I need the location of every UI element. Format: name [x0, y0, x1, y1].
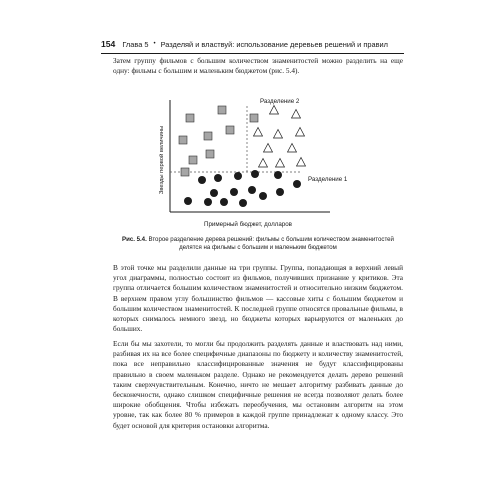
caption-label: Рис. 5.4.: [122, 236, 147, 243]
data-markers: [179, 106, 306, 208]
y-axis-label: Звезды первой величины: [159, 125, 165, 195]
chapter-title: Разделяй и властвуй: использование деревьев решений и правил: [160, 39, 388, 49]
page-number: 154: [101, 39, 116, 49]
header-rule: [101, 53, 404, 54]
circle-marker: [248, 186, 256, 194]
circle-marker: [251, 170, 259, 178]
body-paragraph-1: В этой точке мы разделили данные на три группы. Группа, попадающая в верхний левый угол диаграммы, полностью состоит из фильмов, получивших признание у критиков. Эта группа отличается большим количеством знаменитостей и относительно низким бюджетом. В верхнем правом углу большинство фильмов — кассовые хиты с большим бюджетом и большим количеством знаменитостей. К последней группе относятся провальные фильмы, в которых снималось немного звезд, но бюджеты которых варьируются от маленьких до больших.: [113, 263, 403, 334]
header-separator: •: [153, 41, 156, 47]
circle-marker: [184, 197, 192, 205]
square-marker: [206, 150, 214, 158]
circle-marker: [239, 199, 247, 207]
square-marker: [189, 156, 197, 164]
circle-marker: [198, 176, 206, 184]
circle-marker: [234, 172, 242, 180]
triangle-marker: [297, 158, 306, 167]
intro-paragraph: Затем группу фильмов с большим количеством знаменитостей можно разделить на еще одну: фильмы с большим и маленьким бюджетом (рис. 5.4).: [113, 56, 403, 76]
circle-marker: [230, 188, 238, 196]
circle-marker: [259, 192, 267, 200]
circle-marker: [276, 188, 284, 196]
circle-marker: [214, 174, 222, 182]
triangle-marker: [288, 144, 297, 153]
triangle-marker: [292, 110, 301, 119]
circle-marker: [293, 180, 301, 188]
square-marker: [204, 132, 212, 140]
circle-marker: [210, 189, 218, 197]
circle-marker: [274, 171, 282, 179]
caption-text: Второе разделение дерева решений: фильмы с большим количеством знаменитостей делятся на фильмы с большим и маленьким бюджетом: [148, 236, 394, 251]
circle-marker: [204, 198, 212, 206]
body-paragraph-2: Если бы мы захотели, то могли бы продолжить разделять данные и властвовать над ними, разбивая их на все более специфичные диапазоны по бюджету и количеству знаменитостей, пока все неправильно классифицированные значения не будут классифицированы правильно в своем маленьком разделе. Однако не рекомендуется делать дерево решений таким сверхчувствительным. Конечно, ничто не мешает алгоритму разбивать данные до бесконечности, однако слишком специфичные решения не всегда позволяют делать более широкие обобщения. Чтобы избежать переобучения, мы остановим алгоритм на этом уровне, так как более 80 % примеров в каждой группе принадлежат к одному классу. Это будет основой для критерия остановки алгоритма.: [113, 339, 403, 430]
square-marker: [226, 126, 234, 134]
triangle-marker: [296, 128, 305, 137]
triangle-marker: [254, 128, 263, 137]
running-header: [101, 37, 404, 51]
split-1-label: Разделение 1: [308, 176, 348, 183]
triangle-marker: [259, 159, 268, 168]
chapter-label: Глава 5: [122, 39, 149, 49]
square-marker: [218, 106, 226, 114]
square-marker: [186, 114, 194, 122]
triangle-marker: [276, 159, 285, 168]
triangle-marker: [274, 130, 283, 139]
triangle-marker: [264, 144, 273, 153]
scatter-diagram: [150, 92, 370, 232]
circle-marker: [220, 198, 228, 206]
figure-5-4: [150, 92, 370, 232]
triangle-marker: [270, 106, 279, 115]
split-2-label: Разделение 2: [260, 98, 300, 105]
square-marker: [179, 136, 187, 144]
figure-caption: [113, 236, 403, 252]
x-axis-label: Примерный бюджет, долларов: [204, 221, 292, 228]
square-marker: [181, 168, 189, 176]
square-marker: [250, 114, 258, 122]
